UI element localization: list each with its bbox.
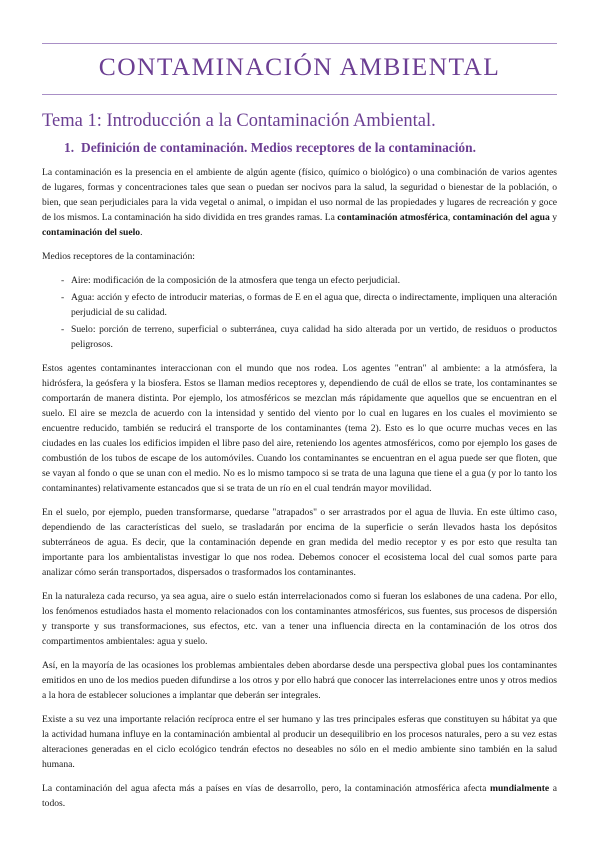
period: . [140, 227, 143, 238]
separator: , [447, 212, 453, 223]
section-number: 1. [64, 140, 75, 155]
title-top-rule [42, 43, 557, 44]
receptors-intro: Medios receptores de la contaminación: [42, 251, 195, 262]
term-water: contaminación del agua [452, 212, 550, 223]
paragraph-agents: Estos agentes contaminantes interaccionan con el mundo que nos rodea. Los agentes "entran" al ambiente: a la atmósfera, la hidrósfera, la geósfera y la biosfera. Estos se llaman medios receptores y, dependiendo de cuál de ellos se trate, los contaminantes se comportarán de manera distinta. Por ejemplo, los atmosféricos se mezclan más rápidamente que aquellos que se encuentran en el suelo. El aire se mezcla de acuerdo con la intensidad y sentido del viento por lo cual en lugares en los cuales el movimiento se encuentre reducido, también se reducirá el transporte de los contaminantes (tema 2). Esto es lo que ocurre muchas veces en las ciudades en las cuales los edificios impiden el libre paso del aire, reteniendo los agentes atmosféricos, como por ejemplo los gases de combustión de los tubos de escape de los automóviles. Cuando los contaminantes se encuentran en el agua puede ser que floten, que se vayan al fondo o que se unan con el medio. No es lo mismo tampoco si se trata de una laguna que tiene el a gua (y por lo tanto los contaminantes) relativamente estancados que si se trata de un río en el cual tendrán mayor movilidad. [42, 363, 557, 494]
list-item-text: Suelo: porción de terreno, superficial o subterránea, cuya calidad ha sido alterada por un vertido, de residuos o productos peligrosos. [71, 324, 557, 350]
list-item [42, 290, 557, 320]
list-item [42, 273, 557, 288]
term-atmospheric: contaminación atmosférica [337, 212, 448, 223]
paragraph-water-air [42, 781, 557, 811]
topic-title: Tema 1: Introducción a la Contaminación Ambiental. [42, 111, 436, 131]
list-item [42, 322, 557, 352]
paragraph-water-air-text: La contaminación del agua afecta más a países en vías de desarrollo, pero, la contaminación atmosférica afecta [42, 783, 490, 794]
paragraph-human: Existe a su vez una importante relación recíproca entre el ser humano y las tres principales esferas que constituyen su hábitat ya que la actividad humana influye en la contaminación ambiental al producir un desequilibrio en los procesos naturales, pero a su vez estas alteraciones generadas en el ciclo ecológico tendrán efectos no deseables no sólo en el medio ambiente sino también en la salud humana. [42, 714, 557, 770]
paragraph-nature: En la naturaleza cada recurso, ya sea agua, aire o suelo están interrelacionados como si fueran los eslabones de una cadena. Por ello, los fenómenos estudiados hasta el momento relacionados con los contaminantes atmosféricos, sus fuentes, sus procesos de dispersión y transporte y sus transformaciones, sus efectos, etc. van a tener una influencia directa en la contaminación de los otros dos compartimentos ambientales: agua y suelo. [42, 591, 557, 647]
body-content [42, 165, 557, 820]
document-title: CONTAMINACIÓN AMBIENTAL [98, 52, 501, 81]
term-worldwide: mundialmente [489, 783, 550, 794]
paragraph-water-air-end: a todos. [42, 783, 557, 809]
paragraph-global: Así, en la mayoría de las ocasiones los problemas ambientales deben abordarse desde una perspectiva global pues los contaminantes emitidos en uno de los medios pueden difundirse a los otros y por ello habrá que conocer las interrelaciones entre unos y otros medios a la hora de establecer soluciones a implantar que deberán ser integrales. [42, 660, 557, 701]
term-soil: contaminación del suelo [42, 227, 141, 238]
bullet-dash: - [61, 292, 65, 303]
title-bottom-rule [42, 94, 557, 95]
paragraph-soil: En el suelo, por ejemplo, pueden transformarse, quedarse "atrapados" o ser arrastrados por el agua de lluvia. En este último caso, dependiendo de las características del suelo, se trasladarán por encima de la superficie o serán llevados hasta los depósitos subterráneos de agua. Es decir, que la contaminación depende en gran medida del medio receptor y es por esto que resulta tan importante para los ambientalistas investigar lo que nos rodea. Debemos conocer el ecosistema local del cual somos parte para analizar cómo serán transportados, dispersados o trasformados los contaminantes. [42, 507, 557, 578]
bullet-dash: - [61, 324, 65, 335]
paragraph-definition [42, 165, 557, 240]
list-item-text: Agua: acción y efecto de introducir materias, o formas de E en el agua que, directa o indirectamente, impliquen una alteración perjudicial de su calidad. [71, 292, 557, 318]
section-title-text: Definición de contaminación. Medios receptores de la contaminación. [81, 140, 476, 155]
bullet-dash: - [61, 275, 65, 286]
receptors-list [42, 273, 557, 352]
separator: y [549, 212, 558, 223]
paragraph-definition-text: La contaminación es la presencia en el ambiente de algún agente (físico, químico o biológico) o una combinación de varios agentes de lugares, formas y concentraciones tales que sean o puedan ser nocivos para la salud, la seguridad o bienestar de la población, o bien, que sean perjudiciales para la vida vegetal o animal, o impidan el uso normal de las propiedades y lugares de recreación y goce de los mismos. La contaminación ha sido dividida en tres grandes ramas. La [42, 167, 557, 223]
section-heading [64, 140, 476, 156]
list-item-text: Aire: modificación de la composición de la atmosfera que tenga un efecto perjudicial. [71, 275, 400, 286]
